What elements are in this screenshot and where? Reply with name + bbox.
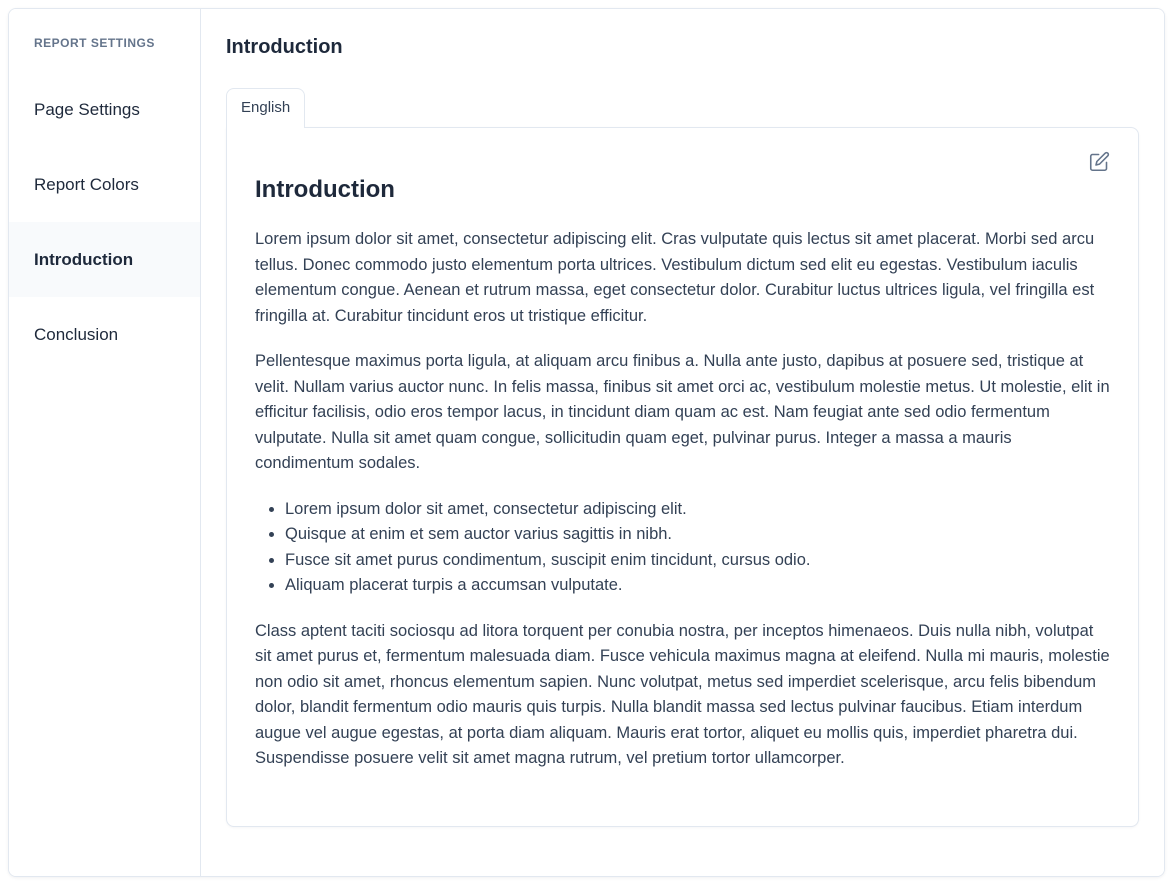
content-heading: Introduction [255, 176, 395, 203]
sidebar-item-introduction[interactable]: Introduction [9, 222, 200, 297]
sidebar-item-conclusion[interactable]: Conclusion [34, 325, 119, 344]
content-bullet-list [255, 497, 1110, 599]
list-item: • Aliquam placerat turpis a accumsan vulputate. [285, 573, 1110, 599]
edit-button[interactable] [1088, 150, 1110, 172]
tab-english[interactable]: English [226, 88, 305, 128]
pencil-square-icon [1089, 151, 1110, 172]
page-title: Introduction [226, 36, 343, 58]
introduction-content [255, 175, 1110, 772]
list-item: • Fusce sit amet purus condimentum, suscipit enim tincidunt, cursus odio. [285, 548, 1110, 574]
sidebar-title: REPORT SETTINGS [34, 36, 155, 50]
content-paragraph-2: Pellentesque maximus porta ligula, at aliquam arcu finibus a. Nulla ante justo, dapibus at posuere sed, tristique at velit. Nullam varius auctor nunc. In felis massa, finibus sit amet orci ac, vestibulum molestie metus. Ut molestie, elit in efficitur facilisis, odio eros tempor lacus, in tincidunt diam quam ac est. Nam feugiat ante sed odio fermentum vulputate. Nulla sit amet quam congue, sollicitudin quam eget, pulvinar purus. Integer a massa a mauris condimentum sodales. [255, 352, 1110, 472]
list-item: • Lorem ipsum dolor sit amet, consectetur adipiscing elit. [285, 497, 1110, 523]
language-tabs [226, 88, 1139, 127]
report-settings-panel [8, 8, 1165, 877]
content-card [226, 127, 1139, 827]
sidebar [9, 9, 201, 876]
list-item: • Quisque at enim et sem auctor varius sagittis in nibh. [285, 522, 1110, 548]
content-paragraph-1: Lorem ipsum dolor sit amet, consectetur adipiscing elit. Cras vulputate quis lectus sit amet placerat. Morbi sed arcu tellus. Donec commodo justo elementum porta ultrices. Vestibulum dictum sed elit eu egestas. Vestibulum iaculis elementum congue. Aenean et rutrum massa, eget consectetur dolor. Curabitur luctus ultrices ligula, vel fringilla est fringilla at. Curabitur tincidunt eros ut tristique efficitur. [255, 230, 1095, 325]
card-toolbar [255, 150, 1110, 172]
content-paragraph-3: Class aptent taciti sociosqu ad litora torquent per conubia nostra, per inceptos himenaeos. Duis nulla nibh, volutpat sit amet purus et, fermentum malesuada diam. Fusce vehicula maximus magna at eleifend. Nulla mi mauris, molestie non odio sit amet, rhoncus elementum sapien. Nunc volutpat, metus sed imperdiet scelerisque, arcu felis bibendum dolor, blandit fermentum odio mauris quis turpis. Nulla blandit massa sed lectus pulvinar faucibus. Etiam interdum augue vel augue egestas, at porta diam aliquam. Mauris erat tortor, aliquet eu mollis quis, imperdiet pharetra dui. Suspendisse posuere velit sit amet magna rutrum, vel pretium tortor ullamcorper. [255, 621, 1110, 767]
sidebar-item-page-settings[interactable]: Page Settings [34, 100, 140, 119]
main-content [201, 9, 1164, 876]
sidebar-nav [9, 72, 200, 372]
sidebar-item-report-colors[interactable]: Report Colors [34, 175, 139, 194]
